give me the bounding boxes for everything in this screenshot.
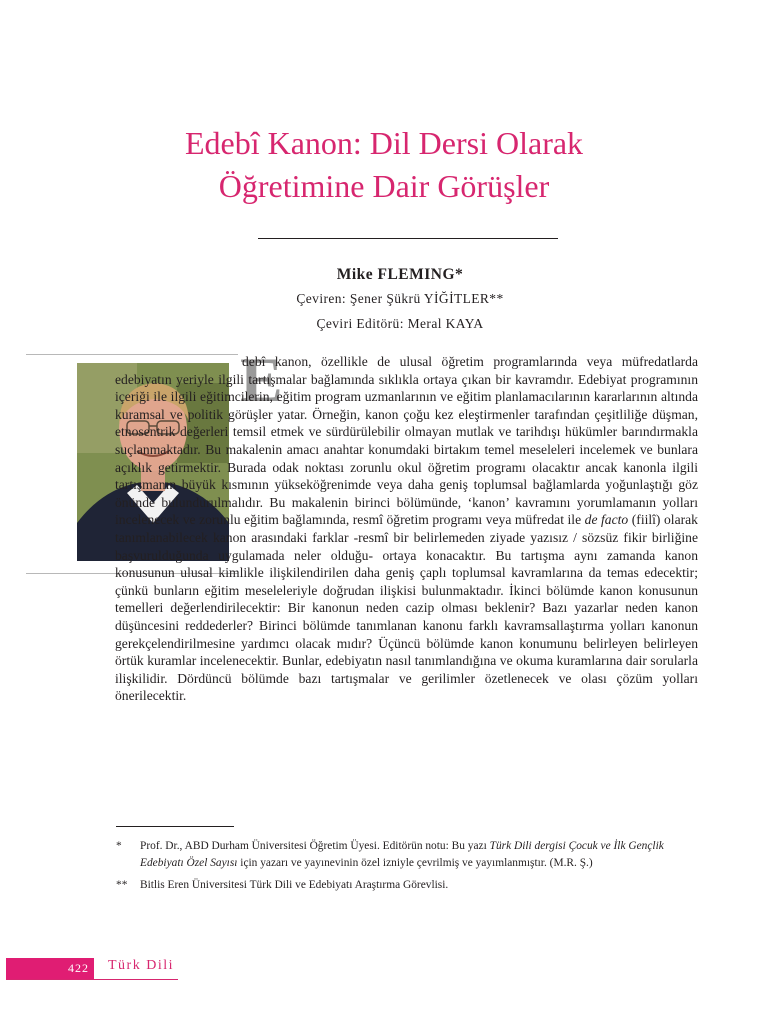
footnote-2-text: Bitlis Eren Üniversitesi Türk Dili ve Edebiyatı Araştırma Görevlisi. — [140, 879, 449, 891]
title-divider — [258, 238, 558, 239]
body-italic-term: de facto — [584, 512, 629, 528]
title-line-1: Edebî Kanon: Dil Dersi Olarak — [184, 125, 584, 161]
footer-rule — [6, 979, 178, 980]
article-title — [0, 122, 768, 208]
footnote-1-italic: Türk Dili dergisi Çocuk ve İlk Gençlik Edebiyatı Özel Sayısı — [140, 840, 664, 869]
body-text-part-2: (fiilî) olarak tanımlanabilecek kanon arasındaki farklar -resmî bir belirlemeden ziyade yazısız / sözsüz fikir birliğine başvurulduğunda uygulamada neler olduğu- ortaya konacaktır. Bu tartışma aynı zamanda kanon konusunun ulusal kimlikle ilişkilendirilen daha geniş çaplı toplumsal kavramlarına da temas edecektir; çünkü bunların eğitim meseleleriyle doğrudan ilişkisi bulunmaktadır. İkinci bölümde kanon konusunun temelleri değerlendirilecektir: Bir kanonun neden cazip olması beklenir? Bazı yazarlar neden kanon düşüncesini reddederler? Birinci bölümde tanımlanan kanonu farklı kavramsallaştırma yolları kanonun gerekçelendirilmesine yardımcı olacak mıdır? Üçüncü bölümde kanon konumunu belirleyen belirleyen örtük kuramlar incelenecektir. Bunlar, edebiyatın nasıl tanımlandığına ve okuma kuramlarına dair sorularla ilişkilidir. Dördüncü bölümde bazı tartışmalar ve gerilimler özetlenecek ve olası çözüm yolları önerilecektir. — [115, 512, 698, 704]
journal-name: Türk Dili — [108, 958, 174, 973]
page-number: 422 — [68, 961, 89, 975]
footnote-divider — [116, 826, 234, 827]
footnote-1-mark: * — [116, 840, 122, 852]
title-line-2: Öğretimine Dair Görüşler — [218, 168, 550, 204]
article-abstract — [115, 344, 698, 705]
footnotes — [116, 838, 702, 900]
footnote-1-text-a: Prof. Dr., ABD Durham Üniversitesi Öğretim Üyesi. Editörün notu: Bu yazı — [140, 840, 487, 852]
drop-cap: E — [240, 344, 283, 415]
footnote-2 — [116, 877, 702, 894]
translator-credit: Çeviren: Şener Şükrü YİĞİTLER** — [296, 291, 504, 306]
editor-credit: Çeviri Editörü: Meral KAYA — [316, 316, 484, 331]
footnote-2-mark: ** — [116, 879, 128, 891]
footnote-1-text-b: için yazarı ve yayınevinin özel izniyle çevrilmiş ve yayımlanmıştır. (M.R. Ş.) — [240, 856, 593, 869]
footnote-1 — [116, 838, 702, 871]
body-text-part-1: debî kanon, özellikle de ulusal öğretim programlarında veya müfredatlarda edebiyatın yeriyle ilgili tartışmalar bağlamında sıklıkla ortaya çıkan bir kavramdır. Edebiyat programının içeriği ile ilgili eğitimcilerin, eğitim program uzmanlarının ve eğitim planlamacılarının kararlarının altında kuramsal ve politik görüşler yatar. Örneğin, kanon çoğu kez eleştirmenler tarafından çeşitliliğe düşman, etnosentrik değerleri temsil etmek ve sürdürülebilir olmayan mutlak ve tarihdışı hükümler barındırmakla suçlanmaktadır. Bu makalenin amacı anahtar konumdaki birtakım temel meseleleri incelemek ve bunlara açıklık getirmektir. Burada odak noktası zorunlu okul öğretim programı olacaktır ancak kanonla ilgili tartışmanın büyük kısmının yükseköğrenimde veya daha geniş toplumsal bağlamlarda yoğunlaştığı göz önünde bulundurulmalıdır. Bu makalenin birinci bölümünde, ‘kanon’ kavramını yorumlamanın yolları incelenecek ve zorunlu eğitim bağlamında, resmî öğretim programı veya müfredat ile — [115, 354, 698, 528]
author-name: Mike FLEMING* — [336, 266, 464, 283]
